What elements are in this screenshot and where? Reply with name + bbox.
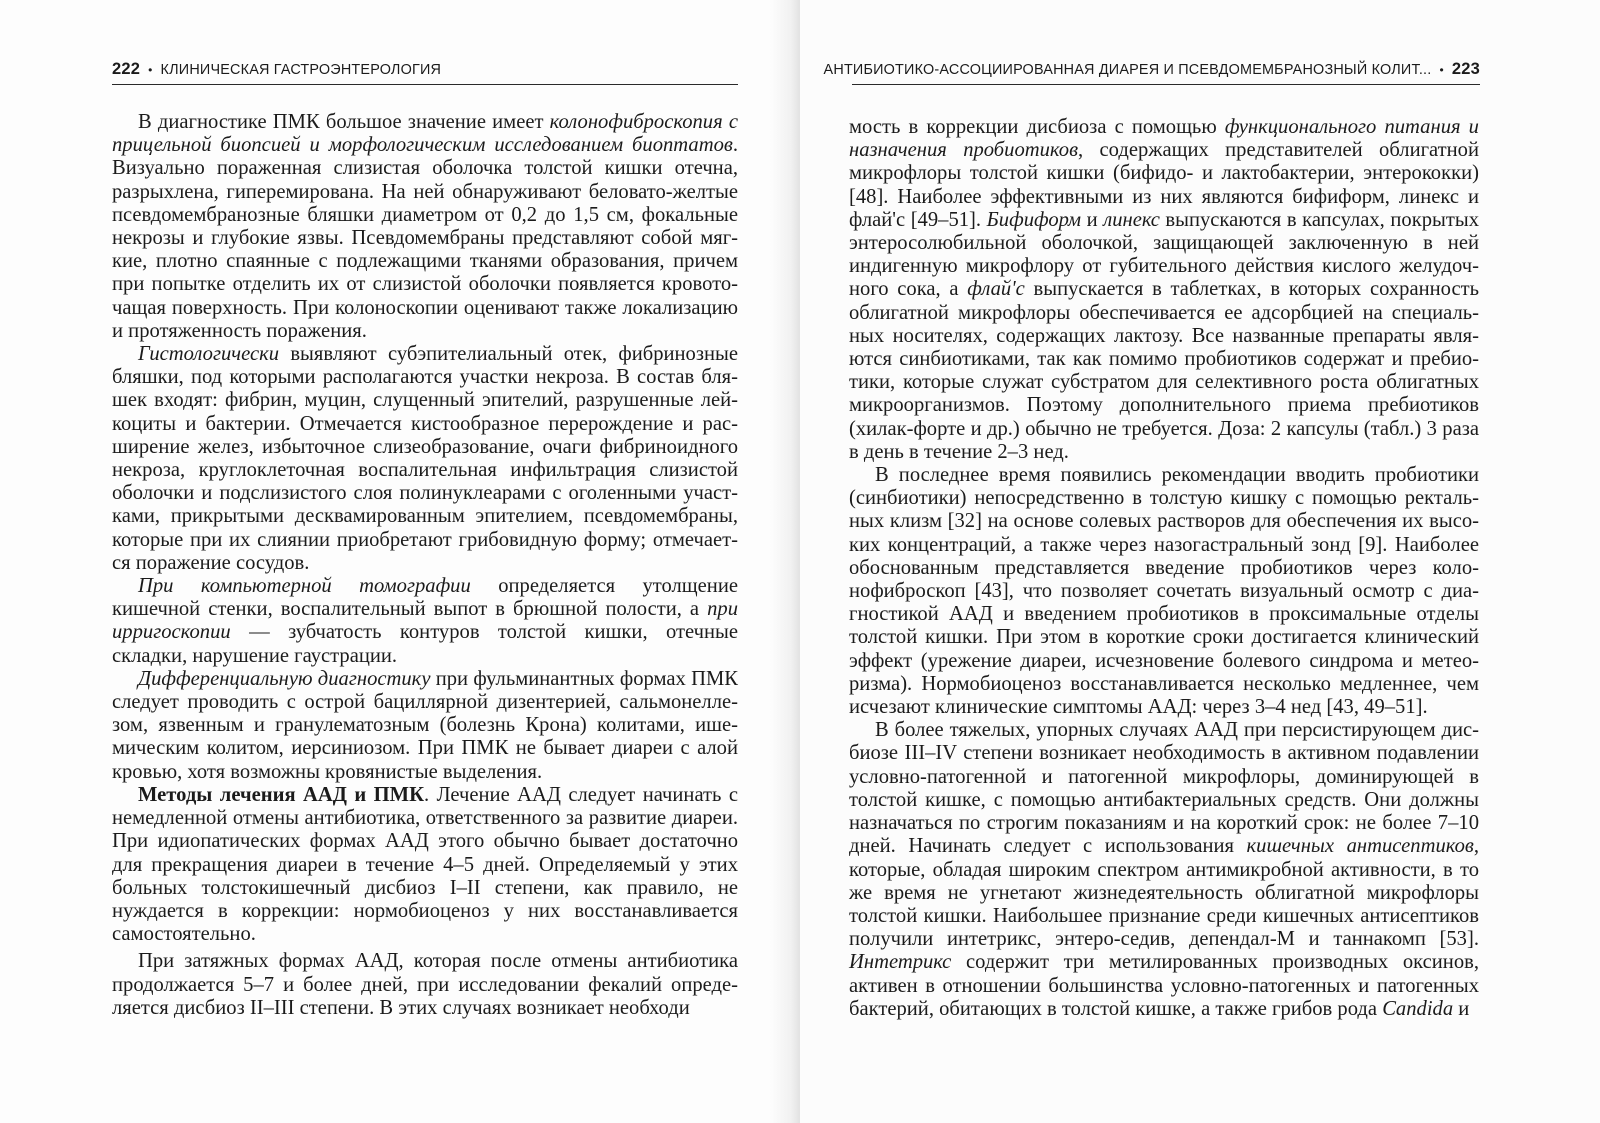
paragraph: [849, 719, 1479, 1021]
paragraph: [112, 111, 738, 343]
text-run: . Лечение ААД следует начинать с немедленной отмены антибиотика, ответственного за развитие диареи. При идиопатических формах ААД этого обычно бывает достаточно для прекращения диареи в течение 4–5 дней. Определяемый у этих больных толстокишечный дисбиоз I–II степени, как правило, не нуждается в коррекции: нормобиоценоз у них восстанавливается самостоятельно.: [112, 783, 738, 946]
text-run: В диагностике ПМК большое значение имеет: [138, 111, 550, 133]
paragraph: [112, 575, 738, 668]
paragraph: [112, 950, 738, 1020]
text-run: При затяжных формах ААД, которая после отмены антибиотика продолжается 5–7 и более дней, при исследовании фекалий определяется дисбиоз II–III степени. В этих случаях возникает необходи: [112, 950, 738, 1019]
italic-run: линекс: [1103, 208, 1160, 231]
page-number-left: 222: [112, 60, 141, 78]
italic-run: При компьютерной томографии: [138, 575, 471, 598]
left-page: [0, 0, 780, 1123]
running-title-left: КЛИНИЧЕСКАЯ ГАСТРОЭНТЕРОЛОГИЯ: [160, 62, 442, 78]
text-run: , содержащих представителей облигатной микрофлоры толстой кишки (бифидо- и лактобактерии, энтерококки) [48]. Наиболее эффективными из них являются бифиформ, линекс и флай'с [49–51].: [849, 139, 1479, 231]
text-run: и: [1453, 997, 1470, 1020]
paragraph: [112, 343, 738, 575]
paragraph: [849, 464, 1479, 719]
italic-run: Candida: [1382, 997, 1454, 1020]
header-bullet-left: •: [148, 63, 153, 77]
right-page-body: [849, 116, 1479, 1021]
italic-run: при ирригоскопии: [112, 598, 738, 644]
paragraph: [112, 784, 738, 946]
right-page: [800, 0, 1600, 1123]
left-page-body: [112, 111, 738, 1020]
header-bullet-right: •: [1439, 63, 1444, 77]
text-run: определяется утолщение кишечной стенки, воспалительный выпот в брюшной полости, а: [112, 575, 738, 621]
text-run: выпускается в таблетках, в которых сохранность облигатной микрофлоры обеспечивается ее адсорбцией на специальных носителях, содержащих лактозу. Все названные препараты являются синбиотиками, так как помимо пробиотиков содержат и пребиотики, которые служат субстратом для селективного роста облигатных микроорганизмов. Поэтому дополнительного приема пребиотиков (хилак-форте и др.) обычно не требуется. Доза: 2 капсулы (табл.) 3 раза в день в течение 2–3 нед.: [849, 278, 1479, 463]
italic-run: флай'с: [967, 278, 1025, 301]
text-run: В более тяжелых, упорных случаях ААД при персистирующем дисбиозе III–IV степени возникает необходимость в активном подавлении условно-патогенной и патогенной микрофлоры, доминирующей в толстой кишке, с помощью антибактериальных средств. Они должны назначаться по строгим показаниям и на короткий срок: не более 7–10 дней. Начинать следует с использования: [849, 719, 1479, 858]
paragraph: [112, 668, 738, 784]
running-head-left: [112, 60, 738, 85]
italic-run: Интетрикс: [849, 951, 952, 974]
page-number-right: 223: [1451, 60, 1480, 78]
text-run: В последнее время появились рекомендации вводить пробиотики (синбиотики) непосредственно в толстую кишку с помощью ректальных клизм [32] на основе солевых растворов для обеспечения их высоких концентраций, а также через назогастральный зонд [9]. Наиболее обоснованным представляется введение пробиотиков через колонофиброскоп [43], что позволяет сочетать визуальный осмотр с диагностикой ААД и введением пробиотиков в проксимальные отделы толстой кишки. При этом в короткие сроки достигается клинический эффект (урежение диареи, исчезновение болевого синдрома и метеоризма). Нормобиоценоз восстанавливается несколько медленнее, чем исчезают клинические симптомы ААД: через 3–4 нед [43, 49–51].: [849, 464, 1479, 719]
text-run: при фульминантных формах ПМК следует проводить с острой бациллярной дизентерией, сальмонеллезом, язвенным и гранулематозным (болезнь Крона) колитами, ишемическим колитом, иерсиниозом. При ПМК не бывает диареи с алой кровью, хотя возможны кровянистые выделения.: [112, 667, 738, 783]
italic-run: колонофиброскопия с прицельной биопсией и морфологическим исследованием биоптатов: [112, 111, 738, 157]
text-run: содержит три метилированных производных оксинов, активен в отношении большинства условно-патогенных и патогенных бактерий, обитающих в толстой кишке, а также грибов рода: [849, 951, 1479, 1020]
italic-run: Бифиформ: [986, 208, 1082, 231]
text-run: выпускаются в капсулах, покрытых энтеросолюбильной оболочкой, защищающей заключенную в ней индигенную микрофлору от губительного действия кислого желудочного сока, а: [849, 208, 1479, 301]
italic-run: Гистологически: [138, 343, 280, 366]
bold-run-section-heading: Методы лечения ААД и ПМК: [138, 783, 425, 806]
italic-run: Дифференциальную диагностику: [138, 667, 431, 690]
paragraph: [849, 116, 1479, 464]
running-title-right: АНТИБИОТИКО-АССОЦИИРОВАННАЯ ДИАРЕЯ И ПСЕВДОМЕМБРАНОЗНЫЙ КОЛИТ...: [823, 62, 1432, 78]
text-run: , которые, обладая широким спектром антимикробной активности, в то же время не угнетают жизнедеятельность облигатной микрофлоры толстой кишки. Наибольшее признание среди кишечных антисептиков получили интетрикс, энтеро-седив, депендал-М и таннакомп [53].: [849, 835, 1479, 951]
running-head-right: [823, 60, 1480, 85]
text-run: — зубчатость контуров толстой кишки, отечные складки, нарушение гаустрации.: [112, 621, 738, 667]
text-run: . Визуально пораженная слизистая оболочка толстой кишки отечна, разрыхлена, гиперемирована. На ней обнаруживают беловато-желтые псевдомембранозные бляшки диаметром от 0,2 до 1,5 см, фокальные некрозы и глубокие язвы. Псевдомембраны представляют собой мягкие, плотно спаянные с подлежащими тканями образования, причем при попытке отделить их от слизистой оболочки появляется кровоточащая поверхность. При колоноскопии оценивают также локализацию и протяженность поражения.: [112, 134, 738, 342]
text-run: мость в коррекции дисбиоза с помощью: [849, 116, 1225, 138]
italic-run: функционального питания и назначения пробиотиков: [849, 116, 1479, 162]
text-run: и: [1081, 208, 1104, 231]
italic-run: кишечных антисептиков: [1246, 835, 1474, 858]
text-run: выявляют субэпителиальный отек, фибринозные бляшки, под которыми располагаются участки некроза. В состав бляшек входят: фибрин, муцин, слущенный эпителий, разрушенные лейкоциты и бактерии. Отмечается кистообразное перерождение и расширение желез, избыточное слизеобразование, очаги фибриноидного некроза, круглоклеточная воспалительная инфильтрация слизистой оболочки и подслизистого слоя полинуклеарами с оголенными участками, прикрытыми десквамированным эпителием, псевдомембраны, которые при их слиянии приобретают грибовидную форму; отмечается поражение сосудов.: [112, 343, 738, 574]
